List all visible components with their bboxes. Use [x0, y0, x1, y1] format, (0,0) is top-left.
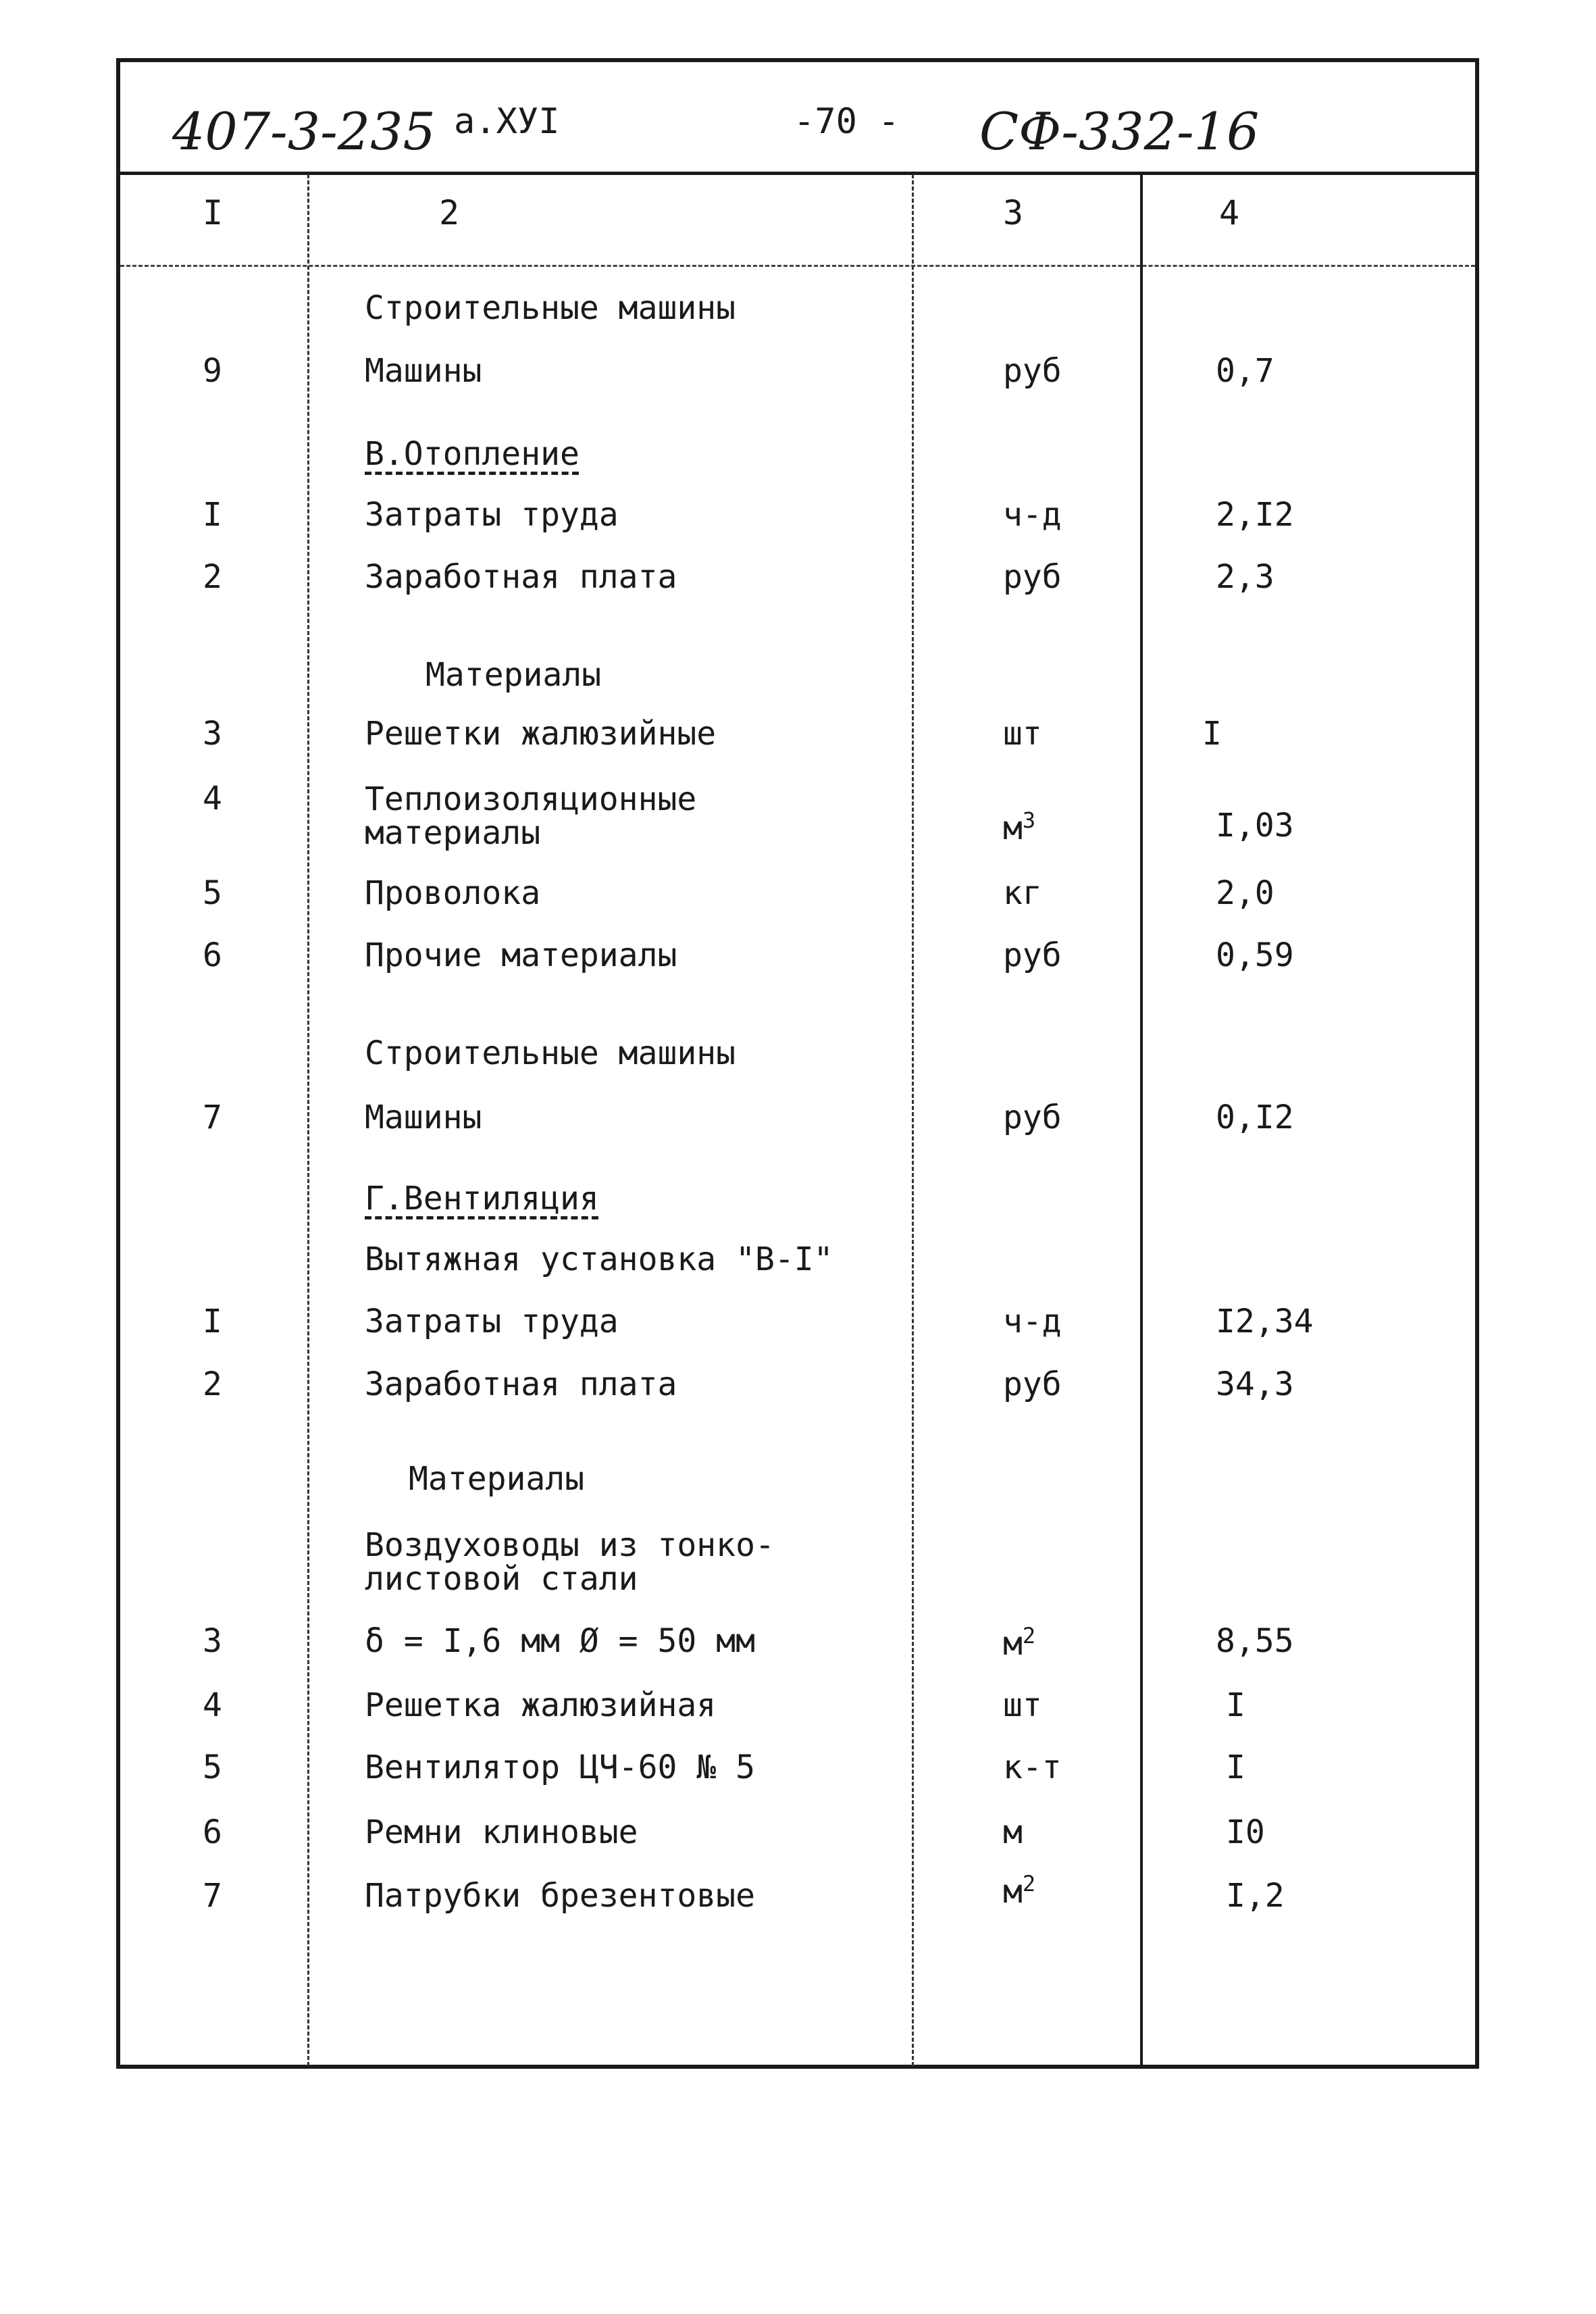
row-value: 0,59	[1216, 936, 1294, 974]
row-value: I2,34	[1216, 1303, 1314, 1340]
row-number: 2	[203, 558, 222, 596]
doc-code: 407-3-235	[172, 101, 436, 161]
section-heading: В.Отопление	[365, 435, 580, 473]
column-divider-1	[307, 174, 309, 2066]
section-heading: Материалы	[409, 1460, 585, 1498]
section-heading: Строительные машины	[365, 1034, 736, 1072]
row-number: 7	[203, 1099, 222, 1136]
row-number: 9	[203, 352, 222, 390]
row-value: I,03	[1216, 807, 1294, 845]
unit-text: м	[1003, 1873, 1023, 1911]
subsection-heading: Вытяжная установка "В-I"	[365, 1240, 833, 1278]
column-header-2: 2	[439, 193, 460, 232]
row-name: Прочие материалы	[365, 936, 677, 974]
header-divider	[116, 172, 1479, 175]
row-name: Решетки жалюзийные	[365, 715, 717, 753]
row-value: 2,I2	[1216, 496, 1294, 534]
row-unit: руб	[1003, 1099, 1062, 1136]
row-number: 4	[203, 780, 222, 818]
row-number: 6	[203, 936, 222, 974]
column-header-divider	[120, 265, 1475, 267]
row-unit: к-т	[1003, 1749, 1062, 1786]
row-number: 7	[203, 1877, 222, 1915]
row-unit: руб	[1003, 1365, 1062, 1403]
column-divider-3	[1140, 174, 1143, 2066]
row-value: I	[1226, 1749, 1245, 1786]
row-number: 4	[203, 1686, 222, 1724]
row-unit: шт	[1003, 1686, 1042, 1724]
album-number: а.ХУI	[454, 101, 560, 142]
row-name: Заработная плата	[365, 1365, 677, 1403]
unit-superscript: 3	[1022, 807, 1036, 833]
row-value: 0,7	[1216, 352, 1275, 390]
section-heading: Материалы	[426, 656, 602, 694]
row-number: 3	[203, 715, 222, 753]
table-frame	[116, 58, 1479, 2069]
row-unit	[1003, 1623, 1036, 1663]
column-header-1: I	[203, 193, 224, 232]
column-header-4: 4	[1219, 193, 1240, 232]
row-name: Машины	[365, 352, 482, 390]
section-heading: Строительные машины	[365, 289, 736, 327]
row-value: 8,55	[1216, 1622, 1294, 1660]
row-name: Патрубки брезентовые	[365, 1877, 755, 1915]
row-value: 2,3	[1216, 558, 1275, 596]
row-number: 3	[203, 1622, 222, 1660]
unit-text: м	[1003, 1625, 1023, 1663]
row-name: Ремни клиновые	[365, 1813, 638, 1851]
row-value: 2,0	[1216, 874, 1275, 912]
row-value: I	[1226, 1686, 1245, 1724]
row-unit	[1003, 809, 1035, 845]
row-name: Заработная плата	[365, 558, 677, 596]
row-value: I,2	[1226, 1877, 1285, 1915]
row-name: Решетка жалюзийная	[365, 1686, 717, 1724]
subsection-heading: Воздуховоды из тонко-листовой стали	[365, 1526, 775, 1599]
column-header-3: 3	[1003, 193, 1024, 232]
unit-text: м	[1003, 809, 1023, 847]
sheet-code: СФ-332-16	[979, 101, 1260, 161]
row-value: I0	[1226, 1813, 1265, 1851]
row-number: I	[203, 1303, 222, 1340]
row-number: 6	[203, 1813, 222, 1851]
row-value: 34,3	[1216, 1365, 1294, 1403]
row-name: Машины	[365, 1099, 482, 1136]
column-divider-2	[912, 174, 914, 2066]
row-name: Вентилятор ЦЧ-60 № 5	[365, 1749, 755, 1786]
row-unit: м	[1003, 1813, 1023, 1851]
row-name: Проволока	[365, 874, 541, 912]
row-name: δ = I,6 мм Ø = 50 мм	[365, 1622, 755, 1660]
row-name: Теплоизоляционные материалы	[365, 780, 697, 853]
unit-superscript: 2	[1022, 1871, 1036, 1896]
row-unit: руб	[1003, 936, 1062, 974]
section-heading: Г.Вентиляция	[365, 1180, 599, 1217]
row-unit: руб	[1003, 558, 1062, 596]
row-unit: ч-д	[1003, 1303, 1062, 1340]
unit-superscript: 2	[1022, 1623, 1036, 1649]
row-name: Затраты труда	[365, 1303, 619, 1340]
row-unit: ч-д	[1003, 496, 1062, 534]
row-number: 2	[203, 1365, 222, 1403]
row-number: 5	[203, 874, 222, 912]
row-number: I	[203, 496, 222, 534]
page-number: -70 -	[794, 101, 900, 142]
row-unit: шт	[1003, 715, 1042, 753]
row-unit: кг	[1003, 874, 1042, 912]
row-number: 5	[203, 1749, 222, 1786]
row-unit	[1003, 1871, 1036, 1911]
row-name: Затраты труда	[365, 496, 619, 534]
row-unit: руб	[1003, 352, 1062, 390]
row-value: 0,I2	[1216, 1099, 1294, 1136]
row-value: I	[1202, 715, 1222, 753]
